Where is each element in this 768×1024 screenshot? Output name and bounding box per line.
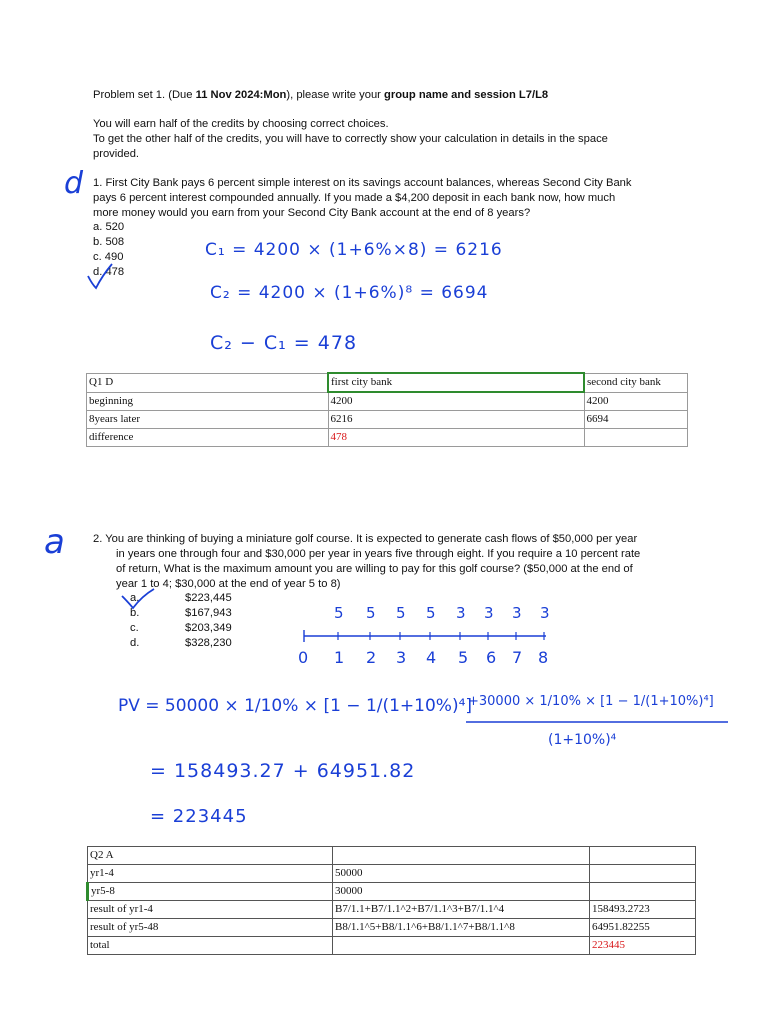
q2-option-b[interactable]: b. $167,943: [130, 607, 232, 619]
timeline-cash-6: 3: [484, 604, 494, 622]
q2-work-line3: = 223445: [150, 806, 248, 827]
table-row: [87, 429, 688, 447]
timeline-cash-3: 5: [396, 604, 406, 622]
table-row: [87, 411, 688, 429]
cell[interactable]: 4200: [584, 392, 688, 411]
cell[interactable]: Q2 A: [88, 847, 333, 865]
cell-difference[interactable]: 478: [328, 429, 584, 447]
timeline-cash-2: 5: [366, 604, 376, 622]
cell[interactable]: 6694: [584, 411, 688, 429]
instructions: You will earn half of the credits by choosing correct choices. To get the other half of the credits, you will have to correctly show your calculation in details in the space provided.: [93, 118, 608, 160]
q2-pv-left: PV = 50000 × 1/10% × [1 − 1/(1+10%)⁴]: [118, 696, 473, 716]
q2-option-a[interactable]: a. $223,445: [130, 592, 232, 604]
q2-pv-right: +30000 × 1/10% × [1 − 1/(1+10%)⁴]: [468, 694, 714, 709]
table-row: [88, 883, 696, 901]
q1-work-line2: C₂ = 4200 × (1+6%)⁸ = 6694: [210, 283, 489, 303]
q1-check-icon: [86, 262, 116, 290]
timeline-year-7: 7: [512, 648, 523, 667]
table-row: [87, 392, 688, 411]
table-row: [88, 865, 696, 883]
due-date: 11 Nov 2024:Mon: [195, 89, 287, 101]
table-row: [87, 373, 688, 392]
q1-option-a[interactable]: a. 520: [93, 221, 125, 233]
cell[interactable]: result of yr1-4: [88, 901, 333, 919]
cell[interactable]: [333, 847, 590, 865]
timeline-year-6: 6: [486, 648, 497, 667]
q2-question: 2. You are thinking of buying a miniature golf course. It is expected to generate cash flows of $50,000 per year in years one through four and $30,000 per year in years five through eight. If you require a 10 percent rate of return, What is the maximum amount you are willing to pay for this golf course? ($50,000 at the end of year 1 to 4; $30,000 at the end of year 5 to 8): [93, 533, 641, 590]
cell[interactable]: [333, 937, 590, 955]
cell[interactable]: second city bank: [584, 373, 688, 392]
group-session: group name and session L7/L8: [384, 89, 549, 101]
q2-option-d[interactable]: d. $328,230: [130, 637, 232, 649]
timeline-year-5: 5: [458, 648, 469, 667]
cell-selected[interactable]: yr5-8: [88, 883, 333, 901]
q1-option-d[interactable]: d. 478: [93, 266, 125, 278]
timeline-year-2: 2: [366, 648, 377, 667]
cell[interactable]: Q1 D: [87, 373, 329, 392]
q2-check-icon: [120, 588, 156, 610]
q2-work-line2: = 158493.27 + 64951.82: [150, 760, 416, 782]
table-row: [88, 937, 696, 955]
problem-set-header: Problem set 1. (Due 11 Nov 2024:Mon), please write your group name and session L7/L8: [93, 89, 549, 101]
q2-timeline: [300, 628, 550, 642]
q2-answer-mark: a: [44, 522, 65, 562]
q2-option-c[interactable]: c. $203,349: [130, 622, 232, 634]
timeline-year-4: 4: [426, 648, 437, 667]
q2-pv-denominator: (1+10%)⁴: [548, 732, 617, 748]
cell[interactable]: 4200: [328, 392, 584, 411]
timeline-cash-4: 5: [426, 604, 436, 622]
cell[interactable]: total: [88, 937, 333, 955]
q1-option-c[interactable]: c. 490: [93, 251, 124, 263]
cell[interactable]: 6216: [328, 411, 584, 429]
cell-total[interactable]: 223445: [590, 937, 696, 955]
cell[interactable]: [590, 883, 696, 901]
cell[interactable]: 30000: [333, 883, 590, 901]
q1-work-line1: C₁ = 4200 × (1+6%×8) = 6216: [205, 240, 503, 260]
q1-option-b[interactable]: b. 508: [93, 236, 125, 248]
timeline-cash-8: 3: [540, 604, 550, 622]
timeline-cash-7: 3: [512, 604, 522, 622]
cell[interactable]: 8years later: [87, 411, 329, 429]
cell[interactable]: yr1-4: [88, 865, 333, 883]
timeline-year-0: 0: [298, 648, 309, 667]
q1-question: 1. First City Bank pays 6 percent simple interest on its savings account balances, whereas Second City Bank pays 6 percent interest compounded annually. If you made a $4,200 deposit in each bank now, how much more money would you earn from your Second City Bank account at the end of 8 years?: [93, 177, 632, 219]
cell[interactable]: 158493.2723: [590, 901, 696, 919]
q2-spreadsheet: [86, 846, 696, 955]
q1-spreadsheet: [86, 372, 688, 447]
cell[interactable]: [584, 429, 688, 447]
table-row: [88, 847, 696, 865]
table-row: [88, 919, 696, 937]
cell[interactable]: result of yr5-48: [88, 919, 333, 937]
q1-answer-mark: d: [64, 166, 84, 201]
timeline-year-1: 1: [334, 648, 345, 667]
q1-work-line3: C₂ − C₁ = 478: [210, 332, 358, 354]
timeline-year-8: 8: [538, 648, 549, 667]
fraction-bar: [466, 720, 730, 724]
cell[interactable]: B7/1.1+B7/1.1^2+B7/1.1^3+B7/1.1^4: [333, 901, 590, 919]
cell[interactable]: beginning: [87, 392, 329, 411]
table-row: [88, 901, 696, 919]
cell[interactable]: [590, 847, 696, 865]
cell-selected[interactable]: first city bank: [328, 373, 584, 392]
timeline-cash-1: 5: [334, 604, 344, 622]
cell[interactable]: difference: [87, 429, 329, 447]
timeline-cash-5: 3: [456, 604, 466, 622]
cell[interactable]: 64951.82255: [590, 919, 696, 937]
timeline-year-3: 3: [396, 648, 407, 667]
cell[interactable]: B8/1.1^5+B8/1.1^6+B8/1.1^7+B8/1.1^8: [333, 919, 590, 937]
cell[interactable]: 50000: [333, 865, 590, 883]
cell[interactable]: [590, 865, 696, 883]
